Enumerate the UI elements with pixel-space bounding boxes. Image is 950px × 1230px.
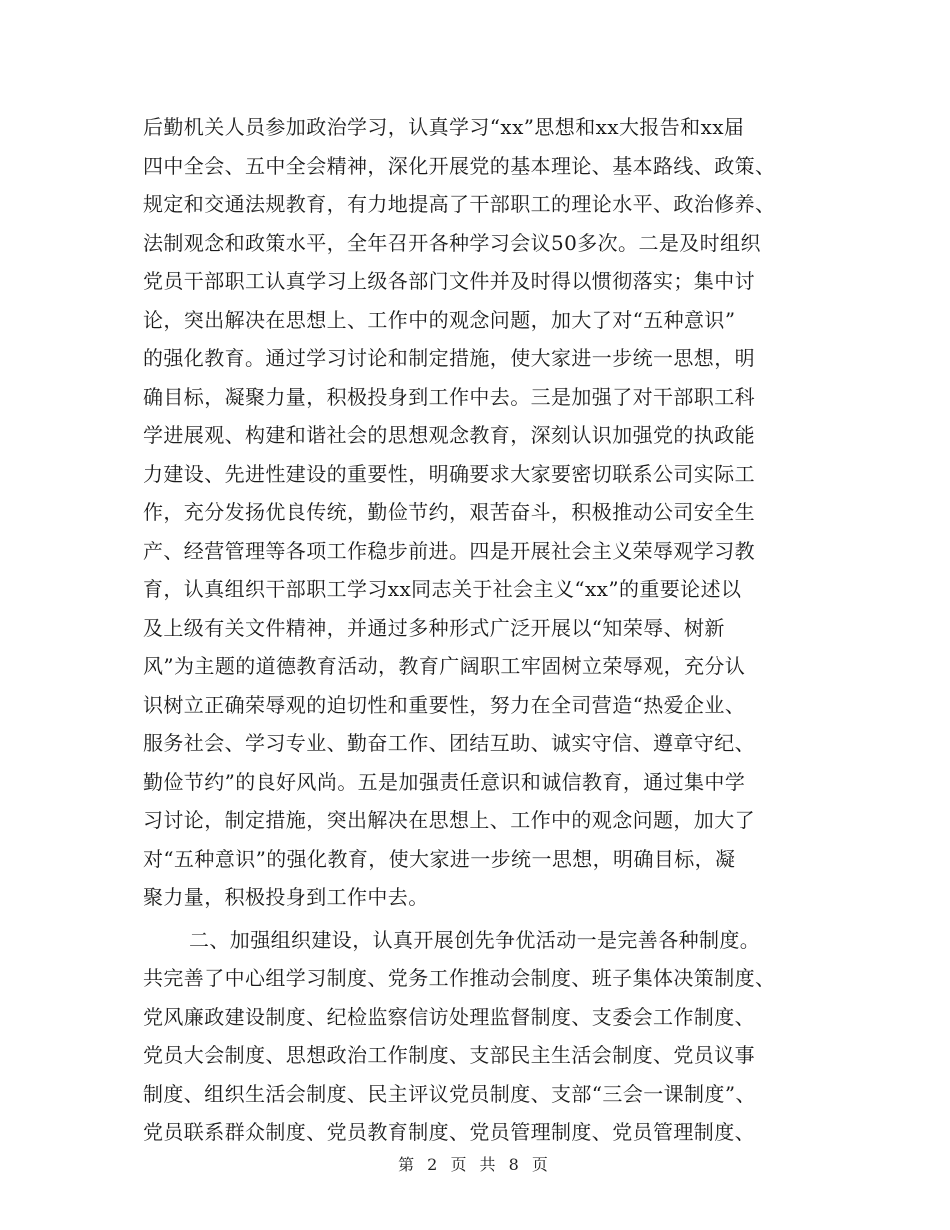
text-line: 党风廉政建设制度、纪检监察信访处理监督制度、支委会工作制度、 bbox=[143, 1004, 755, 1029]
text-line: 党员联系群众制度、党员教育制度、党员管理制度、党员管理制度、 bbox=[143, 1120, 755, 1144]
text-line: 后勤机关人员参加政治学习，认真学习“xx”思想和xx大报告和xx届 bbox=[143, 115, 745, 139]
text-line: 学进展观、构建和谐社会的思想观念教育，深刻认识加强党的执政能 bbox=[143, 423, 755, 447]
text-line: 的强化教育。通过学习讨论和制定措施，使大家进一步统一思想，明 bbox=[143, 346, 755, 370]
text-line: 党员大会制度、思想政治工作制度、支部民主生活会制度、党员议事 bbox=[143, 1043, 755, 1067]
text-line: 确目标，凝聚力量，积极投身到工作中去。三是加强了对干部职工科 bbox=[143, 384, 755, 409]
text-line: 制度、组织生活会制度、民主评议党员制度、支部“三会一课制度”、 bbox=[143, 1081, 756, 1106]
text-line: 作，充分发扬优良传统，勤俭节约，艰苦奋斗，积极推动公司安全生 bbox=[143, 500, 755, 524]
document-body bbox=[143, 108, 813, 1152]
text-line: 法制观念和政策水平，全年召开各种学习会议50多次。二是及时组织 bbox=[143, 230, 761, 255]
page-number-footer: 第 2 页 共 8 页 bbox=[398, 1155, 552, 1174]
text-line: 四中全会、五中全会精神，深化开展党的基本理论、基本路线、政策、 bbox=[143, 153, 776, 178]
text-line: 聚力量，积极投身到工作中去。 bbox=[143, 885, 429, 909]
text-line: 共完善了中心组学习制度、党务工作推动会制度、班子集体决策制度、 bbox=[143, 966, 776, 990]
text-line: 勤俭节约”的良好风尚。五是加强责任意识和诚信教育，通过集中学 bbox=[143, 769, 746, 794]
text-line: 习讨论，制定措施，突出解决在思想上、工作中的观念问题，加大了 bbox=[143, 808, 755, 832]
text-line: 规定和交通法规教育，有力地提高了干部职工的理论水平、政治修养、 bbox=[143, 192, 776, 216]
text-line: 产、经营管理等各项工作稳步前进。四是开展社会主义荣辱观学习教 bbox=[143, 538, 755, 563]
text-line: 党员干部职工认真学习上级各部门文件并及时得以惯彻落实；集中讨 bbox=[143, 269, 755, 293]
text-line: 服务社会、学习专业、勤奋工作、团结互助、诚实守信、遵章守纪、 bbox=[143, 731, 755, 755]
text-line: 二、加强组织建设，认真开展创先争优活动一是完善各种制度。 bbox=[189, 927, 761, 952]
text-line: 力建设、先进性建设的重要性，明确要求大家要密切联系公司实际工 bbox=[143, 461, 755, 486]
text-line: 育，认真组织干部职工学习xx同志关于社会主义“xx”的重要论述以 bbox=[143, 577, 742, 601]
text-line: 论，突出解决在思想上、工作中的观念问题，加大了对“五种意识” bbox=[143, 307, 736, 332]
text-line: 及上级有关文件精神，并通过多种形式广泛开展以“知荣辱、树新 bbox=[143, 615, 725, 640]
paragraph-2 bbox=[143, 921, 813, 1152]
paragraph-1 bbox=[143, 108, 813, 917]
text-line: 风”为主题的道德教育活动，教育广阔职工牢固树立荣辱观，充分认 bbox=[143, 654, 746, 678]
text-line: 识树立正确荣辱观的迫切性和重要性，努力在全司营造“热爱企业、 bbox=[143, 692, 746, 717]
text-line: 对“五种意识”的强化教育，使大家进一步统一思想，明确目标，凝 bbox=[143, 846, 736, 871]
